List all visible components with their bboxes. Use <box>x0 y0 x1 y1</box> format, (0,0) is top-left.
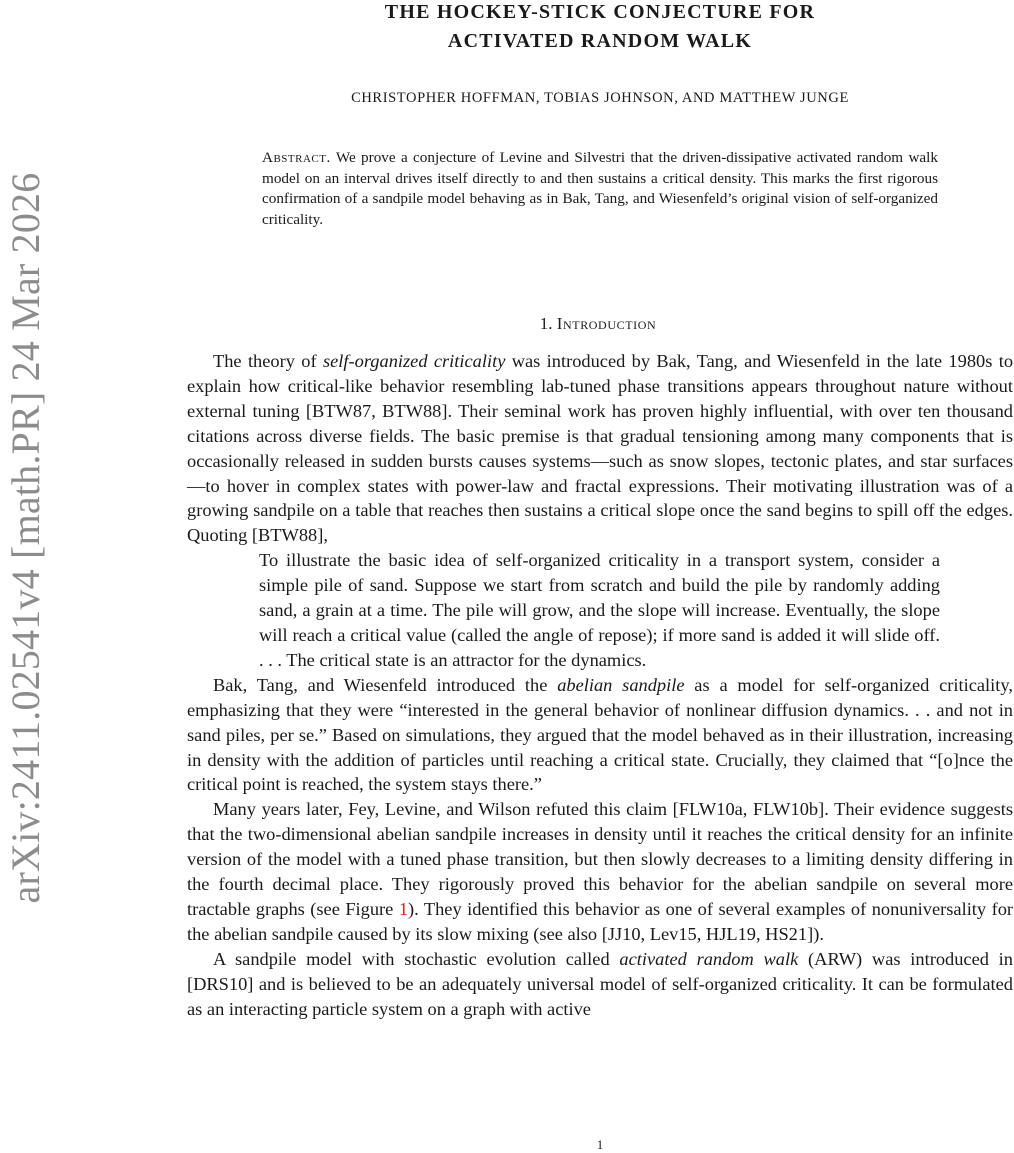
paper-title <box>250 0 950 56</box>
text-run: A sandpile model with stochastic evolution called <box>213 948 620 969</box>
paragraph-4 <box>187 947 1013 1022</box>
arxiv-identifier-stamp: arXiv:2411.02541v4 [math.PR] 24 Mar 2026 <box>3 172 48 904</box>
text-run: (ARW) was introduced in [DRS10] and is believed to be an adequately universal model of self-organized criticality. It can be formulated as an interacting particle system on a graph with active <box>187 948 1013 1019</box>
text-run: ). They identified this behavior as one of several examples of nonuniversality for the abelian sandpile caused by its slow mixing (see also [JJ10, Lev15, HJL19, HS21]). <box>187 898 1014 944</box>
paragraph-1 <box>187 349 1013 548</box>
text-run: was introduced by Bak, Tang, and Wiesenfeld in the late 1980s to explain how critical-like behavior resembling lab-tuned phase transitions appears throughout nature without external tuning [BTW87, BTW88]. Their seminal work has proven highly influential, with over ten thousand citations across diverse fields. The basic premise is that gradual tensioning among many components that is occasionally released in sudden bursts causes systems—such as snow slopes, tectonic plates, and star surfaces—to hover in complex states with power-law and fractal expressions. Their motivating illustration was of a growing sandpile on a table that reaches then sustains a critical slope once the sand begins to spill off the edges. Quoting [BTW88], <box>187 351 1014 546</box>
abstract-label: Abstract. <box>262 149 331 166</box>
paper-title-line-2: ACTIVATED RANDOM WALK <box>447 30 753 52</box>
paragraph-3 <box>187 797 1013 946</box>
paper-title-line-1: THE HOCKEY-STICK CONJECTURE FOR <box>384 1 816 23</box>
page-number: 1 <box>596 1137 604 1152</box>
emphasis-activated-random-walk: activated random walk <box>619 948 799 969</box>
section-number: 1. <box>539 314 557 333</box>
body-text <box>187 349 1013 1021</box>
section-heading-introduction <box>188 314 1008 334</box>
text-run: The theory of <box>213 351 323 371</box>
abstract <box>262 148 938 231</box>
text-run: Bak, Tang, and Wiesenfeld introduced the <box>213 674 558 695</box>
figure-1-link[interactable]: 1 <box>398 898 409 919</box>
abstract-text: We prove a conjecture of Levine and Silvestri that the driven-dissipative activated random walk model on an interval drives itself directly to and then sustains a critical density. This marks the first rigorous confirmation of a sandpile model behaving as in Bak, Tang, and Wiesenfeld’s original vision of self-organized criticality. <box>262 149 938 229</box>
block-quote-btw88: To illustrate the basic idea of self-organized criticality in a transport system, consider a simple pile of sand. Suppose we start from scratch and build the pile by randomly adding sand, a grain at a time. The pile will grow, and the slope will increase. Eventually, the slope will reach a critical value (called the angle of repose); if more sand is added it will slide off. . . . The critical state is an attractor for the dynamics. <box>259 550 940 670</box>
emphasis-abelian-sandpile: abelian sandpile <box>557 674 685 695</box>
author-list: CHRISTOPHER HOFFMAN, TOBIAS JOHNSON, AND MATTHEW JUNGE <box>351 90 849 106</box>
section-title: Introduction <box>556 314 657 333</box>
text-run: Many years later, Fey, Levine, and Wilson refuted this claim [FLW10a, FLW10b]. Their evidence suggests that the two-dimensional abelian sandpile increases in density until it reaches the critical density for an infinite version of the model with a tuned phase transition, but then slowly decreases to a limiting density differing in the fourth decimal place. They rigorously proved this behavior for the abelian sandpile on several more tractable graphs (see Figure <box>187 799 1013 919</box>
paragraph-2 <box>187 673 1013 798</box>
emphasis-self-organized-criticality: self-organized criticality <box>322 351 506 371</box>
text-run: as a model for self-organized criticality, emphasizing that they were “interested in the general behavior of nonlinear diffusion dynamics. . . and not in sand piles, per se.” Based on simulations, they argued that the model behaved as in their illustration, increasing in density with the addition of particles until reaching a critical state. Crucially, they claimed that “[o]nce the critical point is reached, the system stays there.” <box>187 674 1013 795</box>
